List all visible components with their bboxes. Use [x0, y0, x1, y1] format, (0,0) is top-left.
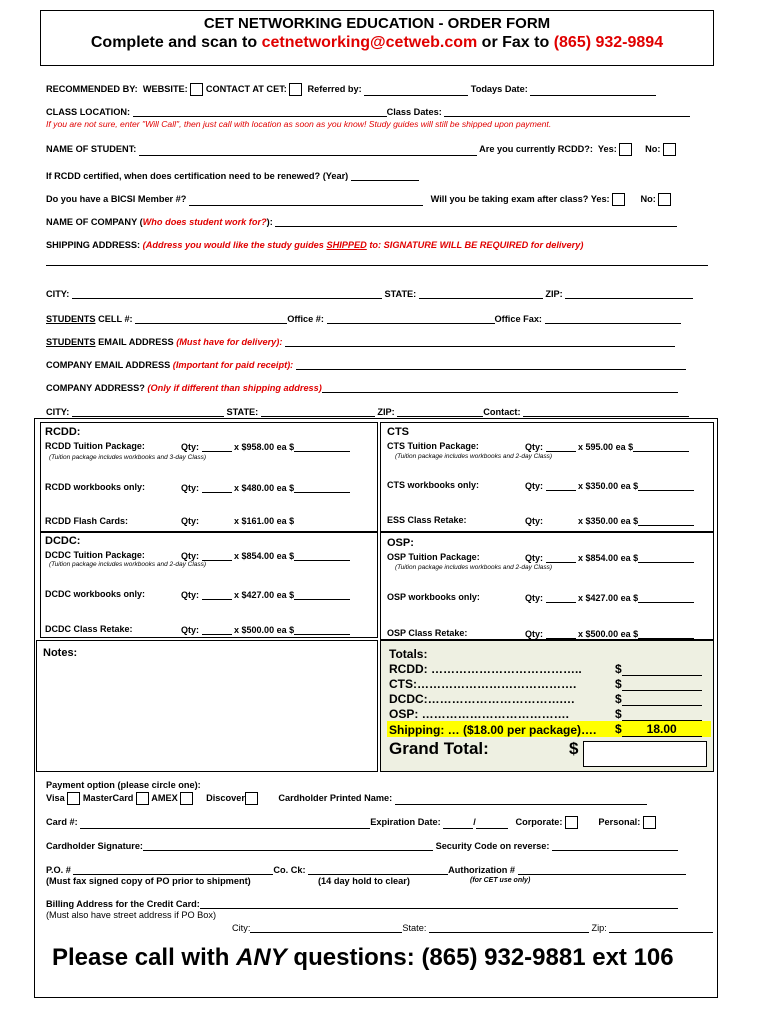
fax-number: (865) 932-9894	[553, 34, 664, 51]
student-row	[46, 143, 712, 156]
referred-label: Referred by:	[307, 83, 362, 94]
cts-workbooks-qty[interactable]	[546, 480, 576, 491]
shipping-note-c: to: SIGNATURE WILL BE REQUIRED for delivery)	[366, 240, 584, 250]
dcdc-tuition-amount[interactable]	[294, 550, 350, 561]
zip-field[interactable]	[565, 288, 693, 299]
total-rcdd-label: RCDD: ………………………………..	[389, 662, 582, 676]
exam-no-checkbox[interactable]	[658, 193, 671, 206]
rcdd-workbooks-price: x $480.00 ea $	[234, 483, 295, 493]
class-location-field[interactable]	[133, 106, 387, 117]
cts-box	[380, 422, 714, 532]
po-field[interactable]	[73, 864, 273, 875]
grand-total-label: Grand Total:	[389, 739, 489, 758]
class-dates-field[interactable]	[444, 106, 690, 117]
payment-option-label: Payment option (please circle one):	[46, 780, 201, 790]
payment-methods-row	[46, 792, 712, 805]
signature-field[interactable]	[143, 840, 433, 851]
shipping-row	[46, 240, 712, 250]
zip2-field[interactable]	[397, 406, 483, 417]
contact-label: CONTACT AT CET:	[205, 83, 287, 94]
rcdd-question: Are you currently RCDD?:	[479, 143, 593, 154]
shipping-note-a: (Address you would like the study guides	[142, 240, 327, 250]
cts-tuition-qty-label: Qty:	[525, 442, 543, 452]
osp-workbooks-amount[interactable]	[638, 592, 694, 603]
student-email-label: EMAIL ADDRESS	[95, 337, 174, 347]
subtitle-mid: or Fax to	[477, 34, 554, 51]
authorization-label: Authorization #	[448, 865, 516, 875]
total-rcdd-dollar: $	[615, 662, 622, 676]
dcdc-title: DCDC:	[45, 535, 81, 547]
class-dates-label: Class Dates:	[386, 107, 442, 117]
rcdd-flash-label: RCDD Flash Cards:	[45, 516, 129, 526]
card-row: Card #: Expiration Date: / Corporate: Personal:	[46, 816, 712, 829]
class-location-row	[46, 106, 712, 117]
cardholder-name-label: Cardholder Printed Name:	[278, 792, 393, 803]
co-ck-note: (14 day hold to clear)	[318, 876, 410, 886]
company-address-label: COMPANY ADDRESS?	[46, 383, 145, 393]
corporate-checkbox[interactable]	[565, 816, 578, 829]
student-email-row	[46, 336, 712, 347]
cts-tuition-qty[interactable]	[546, 441, 576, 452]
state-field[interactable]	[419, 288, 543, 299]
billing-state-label: State:	[402, 923, 427, 933]
shipping-dollar: $	[615, 722, 622, 736]
student-email-note: (Must have for delivery):	[176, 337, 283, 347]
total-dcdc-label: DCDC:…………………………….…	[389, 692, 575, 706]
billing-city-row	[232, 922, 712, 933]
rcdd-tuition-qty-label: Qty:	[181, 442, 199, 452]
dcdc-box	[40, 532, 378, 638]
billing-zip-field[interactable]	[609, 922, 713, 933]
office-label: Office #:	[287, 314, 324, 324]
dcdc-retake-label: DCDC Class Retake:	[45, 624, 133, 634]
osp-workbooks-qty-label: Qty:	[525, 593, 543, 603]
security-label: Security Code on reverse:	[435, 841, 550, 851]
expiration-label: Expiration Date:	[370, 816, 441, 827]
dcdc-tuition-label: DCDC Tuition Package:	[45, 550, 145, 560]
billing-city-field[interactable]	[250, 922, 402, 933]
date-field[interactable]	[530, 85, 656, 96]
email-address[interactable]: cetnetworking@cetweb.com	[261, 34, 478, 51]
osp-retake-price: x $500.00 ea $	[578, 629, 639, 639]
call-banner	[52, 944, 674, 972]
website-label: WEBSITE:	[142, 83, 188, 94]
billing-row	[46, 898, 712, 909]
exam-question: Will you be taking exam after class? Yes:	[430, 193, 610, 204]
city-label: CITY:	[46, 289, 70, 299]
call-text-a: Please call with	[52, 944, 237, 971]
exp-month-field[interactable]	[443, 818, 473, 829]
shipping-total-label: Shipping: … ($18.00 per package)….	[389, 723, 597, 737]
dcdc-tuition-qty-label: Qty:	[181, 551, 199, 561]
shipping-note-b: SHIPPED	[326, 240, 367, 250]
co-ck-label: Co. Ck:	[273, 865, 306, 875]
rcdd-yes-checkbox[interactable]	[619, 143, 632, 156]
amex-checkbox[interactable]	[180, 792, 193, 805]
osp-workbooks-price: x $427.00 ea $	[578, 593, 639, 603]
co-ck-field[interactable]	[308, 864, 448, 875]
shipping-label: SHIPPING ADDRESS:	[46, 240, 141, 250]
card-label: Card #:	[46, 816, 78, 827]
osp-tuition-qty-label: Qty:	[525, 553, 543, 563]
renew-field[interactable]	[351, 170, 419, 181]
class-location-label: CLASS LOCATION:	[46, 107, 131, 117]
total-dcdc-amount[interactable]	[622, 693, 702, 706]
rcdd-tuition-label: RCDD Tuition Package:	[45, 441, 145, 451]
rcdd-no-checkbox[interactable]	[663, 143, 676, 156]
osp-tuition-amount[interactable]	[638, 552, 694, 563]
company-address-row	[46, 382, 712, 393]
mastercard-checkbox[interactable]	[136, 792, 149, 805]
student-field[interactable]	[139, 145, 477, 156]
ess-amount[interactable]	[638, 515, 694, 526]
osp-workbooks-qty[interactable]	[546, 592, 576, 603]
exp-year-field[interactable]	[476, 818, 508, 829]
total-osp-dollar: $	[615, 707, 622, 721]
totals-box	[380, 640, 714, 772]
dcdc-retake-price: x $500.00 ea $	[234, 625, 295, 635]
authorization-field[interactable]	[518, 864, 686, 875]
cts-workbooks-price: x $350.00 ea $	[578, 481, 639, 491]
ess-price: x $350.00 ea $	[578, 516, 639, 526]
signature-row	[46, 840, 712, 851]
cts-workbooks-qty-label: Qty:	[525, 481, 543, 491]
auth-note: (for CET use only)	[470, 877, 531, 884]
city2-label: CITY:	[46, 407, 70, 417]
cell-label: CELL #:	[95, 314, 133, 324]
billing-zip-label: Zip:	[591, 923, 607, 933]
total-osp-label: OSP: ……………………………….	[389, 707, 570, 721]
city-field[interactable]	[72, 288, 382, 299]
osp-tuition-price: x $854.00 ea $	[578, 553, 639, 563]
notes-box[interactable]	[36, 640, 378, 772]
website-checkbox[interactable]	[190, 83, 203, 96]
cts-workbooks-label: CTS workbooks only:	[387, 480, 480, 490]
ess-qty-label: Qty:	[525, 516, 543, 526]
total-osp-amount[interactable]	[622, 708, 702, 721]
grand-total-dollar: $	[569, 739, 579, 758]
bicsi-row	[46, 193, 712, 206]
cts-title: CTS	[387, 426, 409, 438]
rcdd-workbooks-label: RCDD workbooks only:	[45, 482, 146, 492]
cell-row	[46, 313, 712, 324]
signature-label: Cardholder Signature:	[46, 841, 143, 851]
personal-label: Personal:	[598, 816, 641, 827]
company-email-row	[46, 359, 712, 370]
card-field[interactable]	[80, 818, 370, 829]
company-field[interactable]	[275, 216, 677, 227]
osp-retake-qty-label: Qty:	[525, 629, 543, 639]
renew-row	[46, 170, 712, 181]
cts-tuition-label: CTS Tuition Package:	[387, 441, 479, 451]
visa-checkbox[interactable]	[67, 792, 80, 805]
corporate-label: Corporate:	[515, 816, 563, 827]
form-title: CET NETWORKING EDUCATION - ORDER FORM	[203, 15, 551, 32]
po-note: (Must fax signed copy of PO prior to shipment)	[46, 876, 251, 886]
state2-label: STATE:	[226, 407, 259, 417]
student-label: NAME OF STUDENT:	[46, 143, 137, 154]
mastercard-label: MasterCard	[82, 792, 134, 803]
notes-label: Notes:	[43, 647, 78, 659]
company-close: ):	[266, 217, 273, 227]
recommended-label: RECOMMENDED BY:	[46, 83, 138, 94]
shipping-line[interactable]	[46, 265, 708, 266]
shipping-amount: 18.00	[622, 722, 702, 737]
company-address-note: (Only if different than shipping address)	[147, 383, 322, 393]
students-email-prefix: STUDENTS	[46, 337, 96, 347]
cts-tuition-note: (Tuition package includes workbooks and 2-day Class)	[395, 453, 553, 460]
billing-note: (Must also have street address if PO Box)	[46, 910, 217, 920]
yes-label: Yes:	[597, 143, 617, 154]
rcdd-box	[40, 422, 378, 532]
security-field[interactable]	[552, 840, 678, 851]
osp-box	[380, 532, 714, 640]
student-email-field[interactable]	[285, 336, 675, 347]
total-rcdd-amount[interactable]	[622, 663, 702, 676]
call-text-b: questions: (865) 932-9881 ext 106	[286, 944, 674, 971]
dcdc-retake-qty-label: Qty:	[181, 625, 199, 635]
rcdd-tuition-note: (Tuition package includes workbooks and 3-day Class)	[49, 454, 207, 461]
total-dcdc-dollar: $	[615, 692, 622, 706]
company-email-field[interactable]	[296, 359, 686, 370]
osp-tuition-note: (Tuition package includes workbooks and 2-day Class)	[395, 564, 553, 571]
zip-label: ZIP:	[545, 289, 563, 299]
company-email-label: COMPANY EMAIL ADDRESS	[46, 360, 171, 370]
billing-state-field[interactable]	[429, 922, 589, 933]
city-row	[46, 288, 712, 299]
contact2-label: Contact:	[483, 407, 521, 417]
ess-label: ESS Class Retake:	[387, 515, 467, 525]
shipping-total-line	[389, 723, 596, 737]
cts-tuition-price: x 595.00 ea $	[578, 442, 634, 452]
form-header	[40, 10, 714, 66]
rcdd-tuition-qty[interactable]	[202, 441, 232, 452]
city2-field[interactable]	[72, 406, 224, 417]
billing-field[interactable]	[200, 898, 678, 909]
dcdc-retake-amount[interactable]	[294, 624, 350, 635]
osp-workbooks-label: OSP workbooks only:	[387, 592, 480, 602]
office-fax-field[interactable]	[545, 313, 681, 324]
dcdc-retake-qty[interactable]	[202, 624, 232, 635]
date-label: Todays Date:	[470, 83, 528, 94]
rcdd-tuition-amount[interactable]	[294, 441, 350, 452]
grand-total-field[interactable]	[583, 741, 707, 767]
totals-label: Totals:	[389, 647, 428, 661]
company-email-note: (Important for paid receipt):	[172, 360, 294, 370]
rcdd-workbooks-qty-label: Qty:	[181, 483, 199, 493]
dcdc-tuition-qty[interactable]	[202, 550, 232, 561]
cell-field[interactable]	[135, 313, 287, 324]
dcdc-workbooks-qty[interactable]	[202, 589, 232, 600]
visa-label: Visa	[46, 792, 65, 803]
form-subtitle	[41, 34, 713, 52]
cardholder-name-field[interactable]	[395, 794, 647, 805]
state2-field[interactable]	[261, 406, 375, 417]
city2-row	[46, 406, 712, 417]
dcdc-workbooks-price: x $427.00 ea $	[234, 590, 295, 600]
exam-yes-checkbox[interactable]	[612, 193, 625, 206]
osp-title: OSP:	[387, 537, 414, 549]
billing-city-label: City:	[232, 923, 251, 933]
bicsi-question: Do you have a BICSI Member #?	[46, 193, 187, 204]
referred-field[interactable]	[364, 85, 468, 96]
recommended-row	[46, 83, 712, 96]
exam-no-label: No:	[640, 193, 656, 204]
zip2-label: ZIP:	[377, 407, 395, 417]
rcdd-flash-qty-label: Qty:	[181, 516, 199, 526]
cts-workbooks-amount[interactable]	[638, 480, 694, 491]
osp-retake-amount[interactable]	[638, 628, 694, 639]
osp-tuition-label: OSP Tuition Package:	[387, 552, 480, 562]
office-field[interactable]	[327, 313, 495, 324]
personal-checkbox[interactable]	[643, 816, 656, 829]
amex-label: AMEX	[151, 792, 178, 803]
dcdc-tuition-price: x $854.00 ea $	[234, 551, 295, 561]
dcdc-workbooks-qty-label: Qty:	[181, 590, 199, 600]
company-label: NAME OF COMPANY (	[46, 217, 143, 227]
po-row	[46, 864, 712, 875]
contact2-field[interactable]	[523, 406, 689, 417]
no-label: No:	[645, 143, 661, 154]
bicsi-field[interactable]	[189, 195, 423, 206]
office-fax-label: Office Fax:	[494, 314, 542, 324]
company-note: Who does student work for?	[142, 217, 267, 227]
po-label: P.O. #	[46, 865, 71, 875]
rcdd-flash-price: x $161.00 ea $	[234, 516, 295, 526]
osp-tuition-qty[interactable]	[546, 552, 576, 563]
dcdc-workbooks-amount[interactable]	[294, 589, 350, 600]
total-cts-dollar: $	[615, 677, 622, 691]
will-call-note: If you are not sure, enter "Will Call", then just call with location as soon as you know! Study guides will still be shipped upon payment.	[46, 119, 552, 129]
discover-label: Discover	[206, 792, 245, 803]
discover-checkbox[interactable]	[245, 792, 258, 805]
cts-tuition-amount[interactable]	[633, 441, 689, 452]
total-cts-amount[interactable]	[622, 678, 702, 691]
contact-checkbox[interactable]	[289, 83, 302, 96]
billing-label: Billing Address for the Credit Card:	[46, 899, 200, 909]
company-address-field[interactable]	[322, 382, 678, 393]
subtitle-prefix: Complete and scan to	[90, 34, 262, 51]
osp-retake-qty[interactable]	[546, 628, 576, 639]
rcdd-workbooks-qty[interactable]	[202, 482, 232, 493]
dcdc-tuition-note: (Tuition package includes workbooks and 2-day Class)	[49, 561, 207, 568]
company-row	[46, 216, 712, 227]
osp-retake-label: OSP Class Retake:	[387, 628, 468, 638]
rcdd-workbooks-amount[interactable]	[294, 482, 350, 493]
students-label: STUDENTS	[46, 314, 96, 324]
rcdd-tuition-price: x $958.00 ea $	[234, 442, 295, 452]
call-text-any: ANY	[236, 944, 287, 971]
total-cts-label: CTS:………………………………….	[389, 677, 577, 691]
state-label: STATE:	[384, 289, 417, 299]
renew-question: If RCDD certified, when does certification need to be renewed? (Year)	[46, 171, 349, 181]
dcdc-workbooks-label: DCDC workbooks only:	[45, 589, 146, 599]
rcdd-title: RCDD:	[45, 426, 81, 438]
